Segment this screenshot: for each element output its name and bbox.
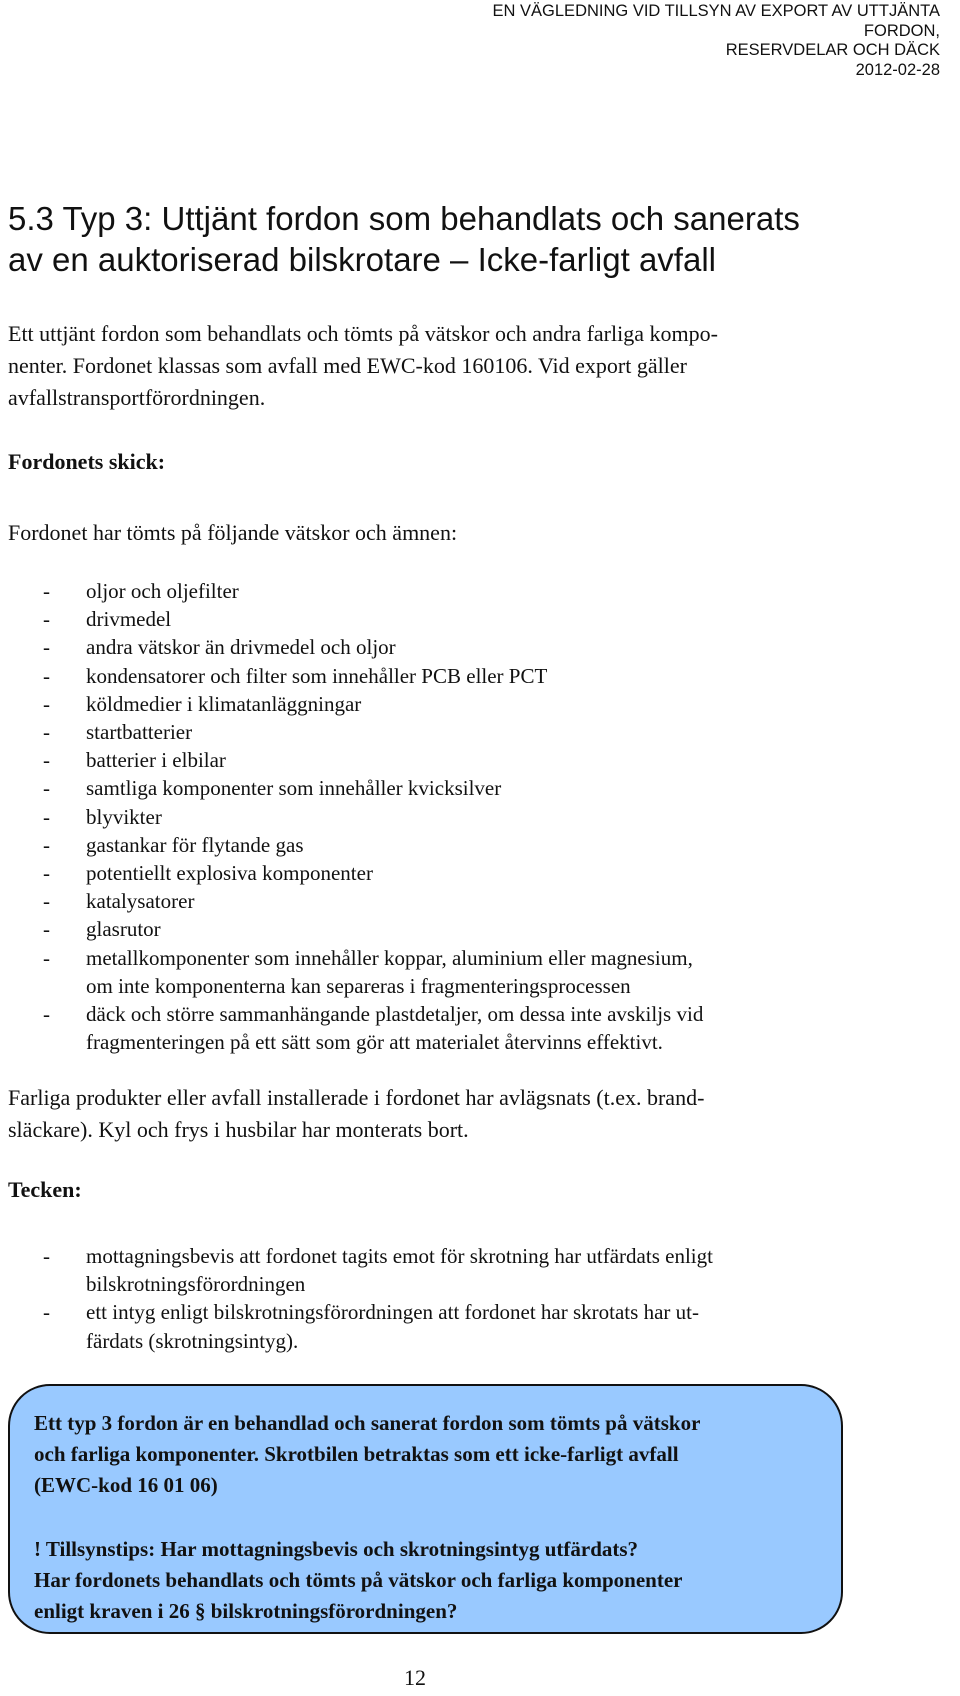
header-title-line2: RESERVDELAR OCH DÄCK — [725, 41, 940, 59]
list-item — [0, 774, 900, 802]
sign1-line2: bilskrotningsförordningen — [86, 1272, 306, 1297]
list-dash: - — [43, 691, 50, 716]
callout-tip-line2: Har fordonets behandlats och tömts på vätskor och farliga komponenter — [34, 1568, 683, 1592]
hazard-line1: Farliga produkter eller avfall installerade i fordonet har avlägsnats (t.ex. brand- — [8, 1085, 705, 1110]
callout-tip-line3: enligt kraven i 26 § bilskrotningsförordningen? — [34, 1599, 458, 1623]
callout-summary — [34, 1408, 824, 1501]
list-dash: - — [43, 945, 50, 970]
list-item-text: glasrutor — [86, 917, 161, 942]
list-dash: - — [43, 1002, 50, 1027]
list-dash: - — [43, 579, 50, 603]
intro-paragraph — [8, 318, 908, 414]
list-item-text: oljor och oljefilter — [86, 579, 239, 603]
callout-tip-line1: ! Tillsynstips: Har mottagningsbevis och skrotningsintyg utfärdats? — [34, 1537, 639, 1561]
list-item — [0, 690, 900, 718]
list-item — [0, 746, 900, 774]
list-dash: - — [43, 861, 50, 886]
list-item-tires — [0, 1000, 900, 1056]
signs-heading: Tecken: — [8, 1177, 82, 1202]
page-number: 12 — [404, 1665, 426, 1690]
section-heading — [8, 198, 908, 280]
list-item-text: batterier i elbilar — [86, 748, 226, 773]
summary-callout-box — [8, 1384, 843, 1634]
list-item-text: samtliga komponenter som innehåller kvicksilver — [86, 776, 502, 801]
list-item-text: drivmedel — [86, 607, 172, 632]
list-item-text: startbatterier — [86, 720, 193, 745]
section-heading-line2: av en auktoriserad bilskrotare – Icke-farligt avfall — [8, 241, 716, 278]
list-item-metal — [0, 944, 900, 1000]
callout-tip — [34, 1534, 824, 1627]
hazard-line2: släckare). Kyl och frys i husbilar har monterats bort. — [8, 1117, 469, 1142]
list-item — [0, 887, 900, 915]
sign1-line1: mottagningsbevis att fordonet tagits emot för skrotning har utfärdats enligt — [86, 1244, 713, 1268]
list-dash: - — [43, 804, 50, 829]
list-item-text: andra vätskor än drivmedel och oljor — [86, 635, 396, 660]
list-item — [0, 915, 900, 943]
callout-line2: och farliga komponenter. Skrotbilen betraktas som ett icke-farligt avfall — [34, 1442, 679, 1466]
list-item — [0, 605, 900, 633]
intro-line1: Ett uttjänt fordon som behandlats och tömts på vätskor och andra farliga kompo- — [8, 321, 718, 346]
list-item-tires-line1: däck och större sammanhängande plastdetaljer, om dessa inte avskiljs vid — [86, 1002, 704, 1027]
list-item — [0, 803, 900, 831]
list-dash: - — [43, 607, 50, 632]
intro-line3: avfallstransportförordningen. — [8, 385, 266, 410]
condition-heading: Fordonets skick: — [8, 449, 166, 474]
list-item — [0, 1242, 900, 1298]
list-dash: - — [43, 1244, 50, 1268]
list-item-text: blyvikter — [86, 804, 162, 829]
hazard-paragraph — [8, 1082, 908, 1146]
list-item — [0, 577, 900, 605]
list-dash: - — [43, 832, 50, 857]
list-item — [0, 859, 900, 887]
list-item-text: köldmedier i klimatanläggningar — [86, 691, 362, 716]
sign2-line2: färdats (skrotningsintyg). — [86, 1328, 299, 1353]
list-dash: - — [43, 776, 50, 801]
list-item-text: katalysatorer — [86, 889, 195, 914]
list-item-metal-line2: om inte komponenterna kan separeras i fragmenteringsprocessen — [86, 973, 631, 998]
list-item — [0, 718, 900, 746]
list-dash: - — [43, 720, 50, 745]
section-heading-line1: 5.3 Typ 3: Uttjänt fordon som behandlats och sanerats — [8, 200, 800, 237]
list-dash: - — [43, 663, 50, 688]
list-item-text: potentiellt explosiva komponenter — [86, 861, 373, 886]
list-item-tires-line2: fragmenteringen på ett sätt som gör att materialet återvinns effektivt. — [86, 1030, 663, 1055]
intro-line2: nenter. Fordonet klassas som avfall med EWC-kod 160106. Vid export gäller — [8, 353, 687, 378]
header-title-line1: EN VÄGLEDNING VID TILLSYN AV EXPORT AV UTTJÄNTA FORDON, — [492, 2, 940, 40]
list-item-text: gastankar för flytande gas — [86, 832, 304, 857]
list-dash: - — [43, 917, 50, 942]
list-dash: - — [43, 635, 50, 660]
list-item-metal-line1: metallkomponenter som innehåller koppar, aluminium eller magnesium, — [86, 945, 693, 970]
running-header — [420, 2, 940, 80]
signs-list — [0, 1242, 900, 1355]
list-dash: - — [43, 1300, 50, 1325]
callout-line1: Ett typ 3 fordon är en behandlad och sanerat fordon som tömts på vätskor — [34, 1411, 701, 1435]
list-item — [0, 831, 900, 859]
condition-list — [0, 577, 900, 1056]
list-item — [0, 633, 900, 661]
list-item-text: kondensatorer och filter som innehåller PCB eller PCT — [86, 663, 548, 688]
header-date: 2012-02-28 — [855, 60, 940, 79]
list-item — [0, 662, 900, 690]
condition-intro: Fordonet har tömts på följande vätskor och ämnen: — [8, 520, 458, 545]
callout-line3: (EWC-kod 16 01 06) — [34, 1473, 218, 1497]
list-dash: - — [43, 748, 50, 773]
list-dash: - — [43, 889, 50, 914]
sign2-line1: ett intyg enligt bilskrotningsförordningen att fordonet har skrotats har ut- — [86, 1300, 699, 1325]
list-item — [0, 1298, 900, 1354]
